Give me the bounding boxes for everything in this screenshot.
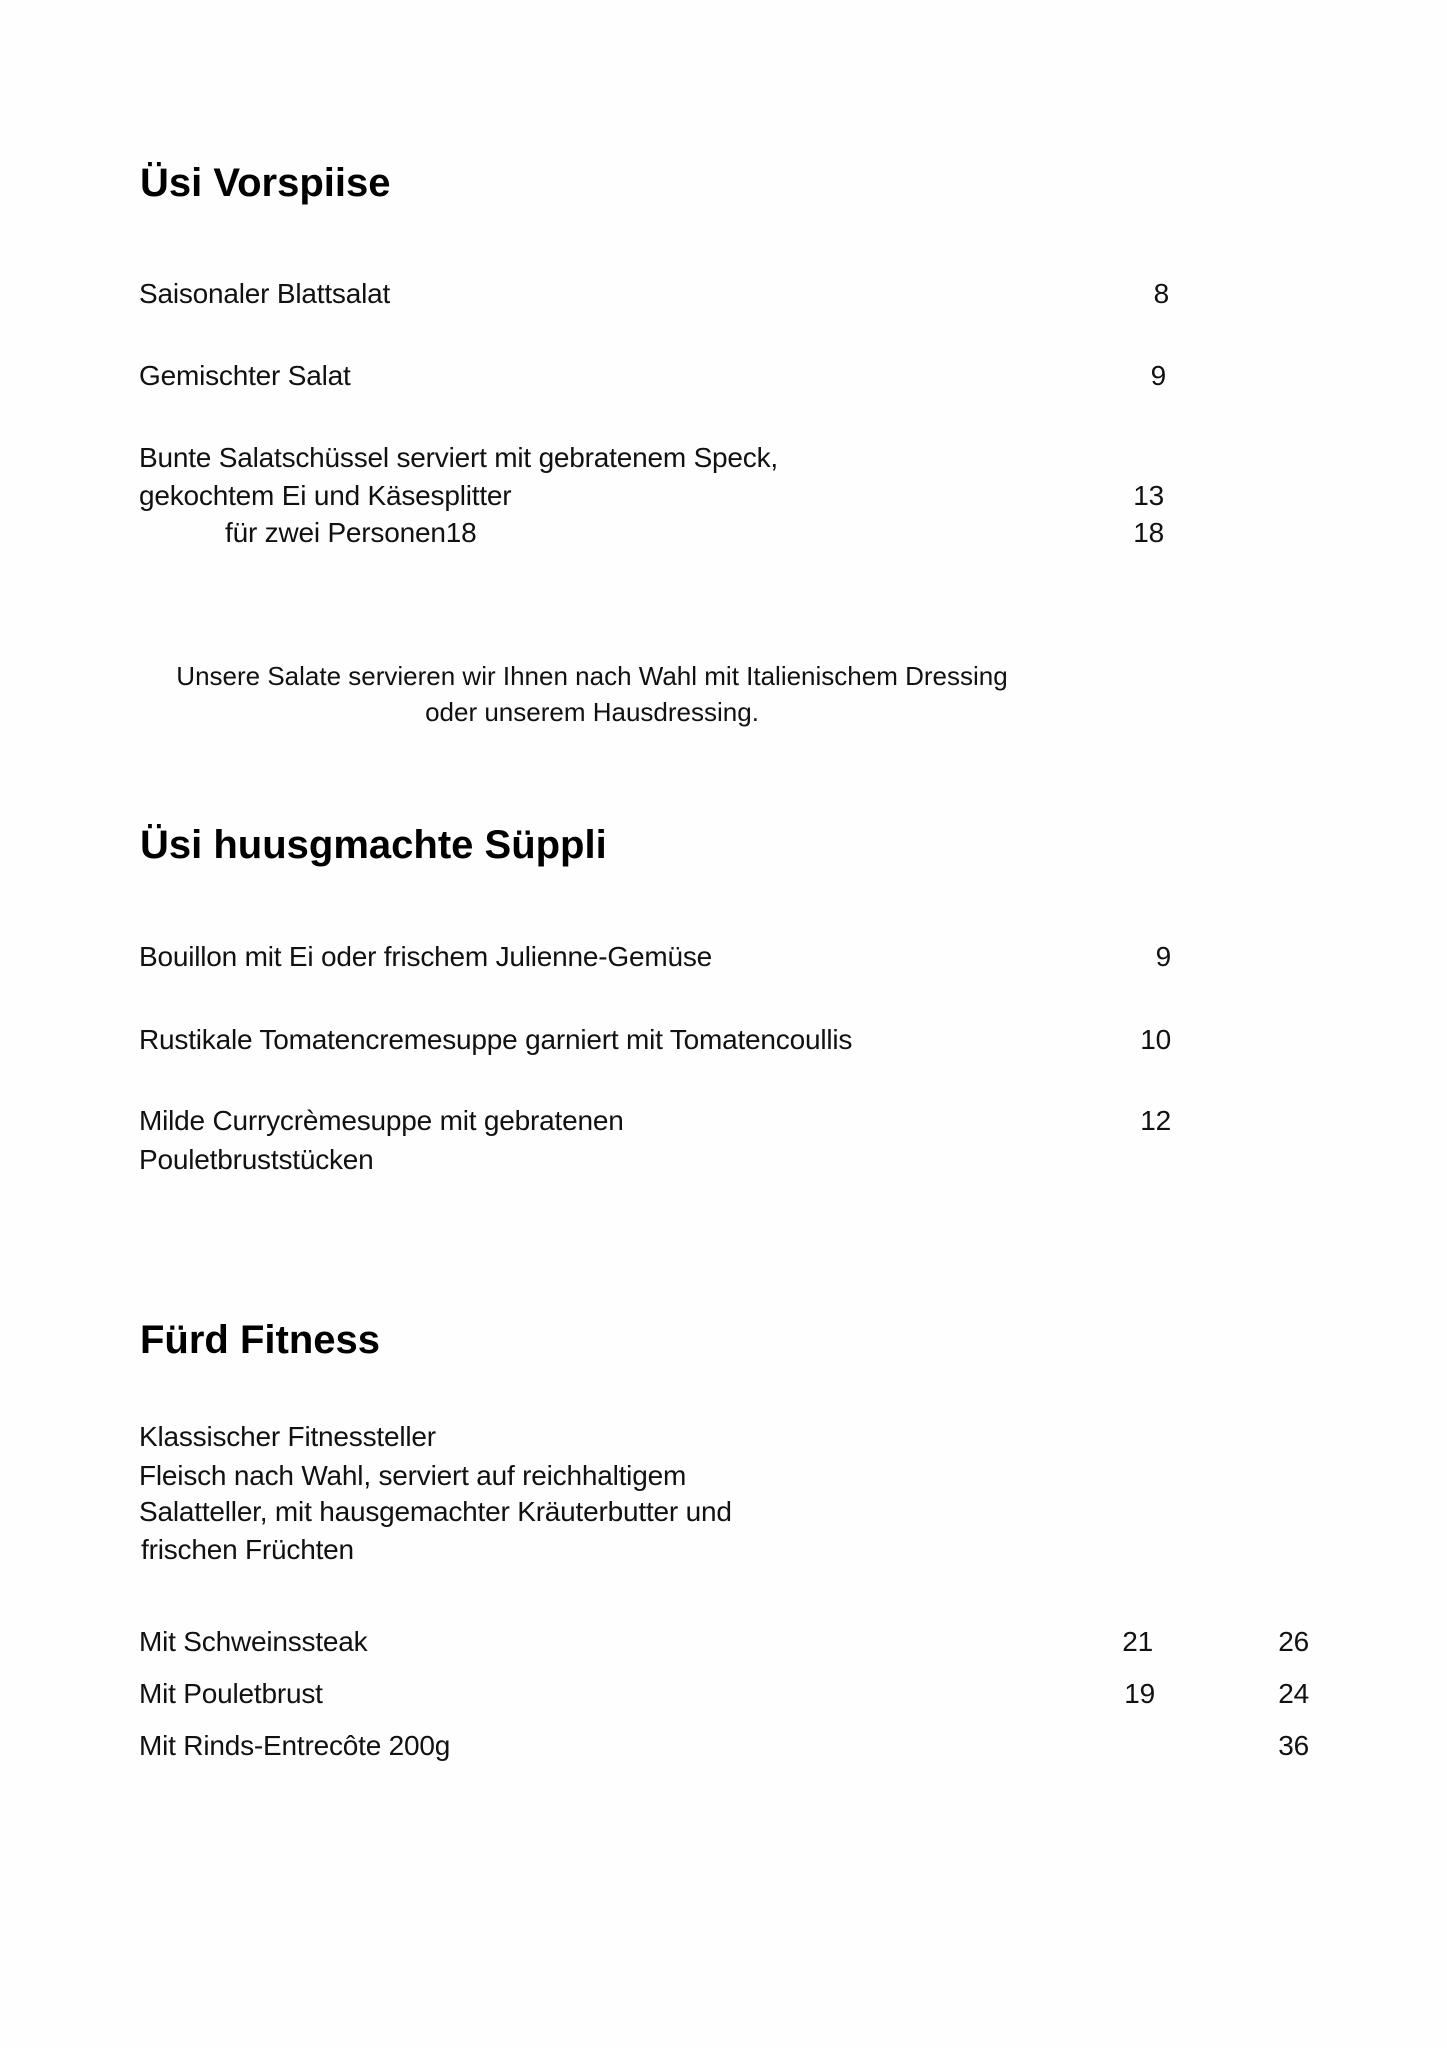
item-price-large: 26: [1278, 1626, 1309, 1657]
section-title: Üsi huusgmachte Süppli: [140, 823, 607, 867]
description-line: Fleisch nach Wahl, serviert auf reichhaltigem: [139, 1460, 687, 1491]
item-price-small: 19: [1124, 1678, 1155, 1709]
item-name-line: Pouletbruststücken: [139, 1144, 374, 1175]
item-price: 12: [1140, 1105, 1171, 1136]
item-name: Mit Schweinssteak: [139, 1626, 368, 1657]
item-price-small: 21: [1122, 1626, 1153, 1657]
item-price-large: 24: [1278, 1678, 1309, 1709]
item-name-line: Milde Currycrèmesuppe mit gebratenen: [139, 1105, 624, 1136]
item-price: 13: [1133, 480, 1164, 511]
item-price-large: 36: [1278, 1730, 1309, 1761]
item-price: 9: [1155, 941, 1171, 972]
description-line: Klassischer Fitnessteller: [139, 1421, 436, 1452]
description-line: Salatteller, mit hausgemachter Kräuterbutter und: [139, 1496, 732, 1527]
item-name: Mit Rinds-Entrecôte 200g: [139, 1730, 451, 1761]
item-name: Rustikale Tomatencremesuppe garniert mit Tomatencoullis: [139, 1024, 853, 1055]
item-name-line: gekochtem Ei und Käsesplitter: [139, 480, 512, 511]
item-price: 9: [1150, 360, 1166, 391]
note-line: oder unserem Hausdressing.: [425, 697, 759, 727]
item-name: Mit Pouletbrust: [139, 1678, 323, 1709]
section-title: Üsi Vorspiise: [140, 161, 391, 205]
item-name: Bouillon mit Ei oder frischem Julienne-Gemüse: [139, 941, 713, 972]
section-title: Fürd Fitness: [140, 1318, 381, 1362]
item-variant: für zwei Personen18: [225, 517, 477, 548]
item-price: 10: [1140, 1024, 1171, 1055]
item-name: Gemischter Salat: [139, 360, 351, 391]
note-line: Unsere Salate servieren wir Ihnen nach Wahl mit Italienischem Dressing: [176, 661, 1008, 691]
item-name-line: Bunte Salatschüssel serviert mit gebratenem Speck,: [139, 442, 778, 473]
item-price: 8: [1153, 278, 1169, 309]
item-name: Saisonaler Blattsalat: [139, 278, 391, 309]
item-variant-price: 18: [1133, 517, 1164, 548]
description-line: frischen Früchten: [141, 1534, 354, 1565]
